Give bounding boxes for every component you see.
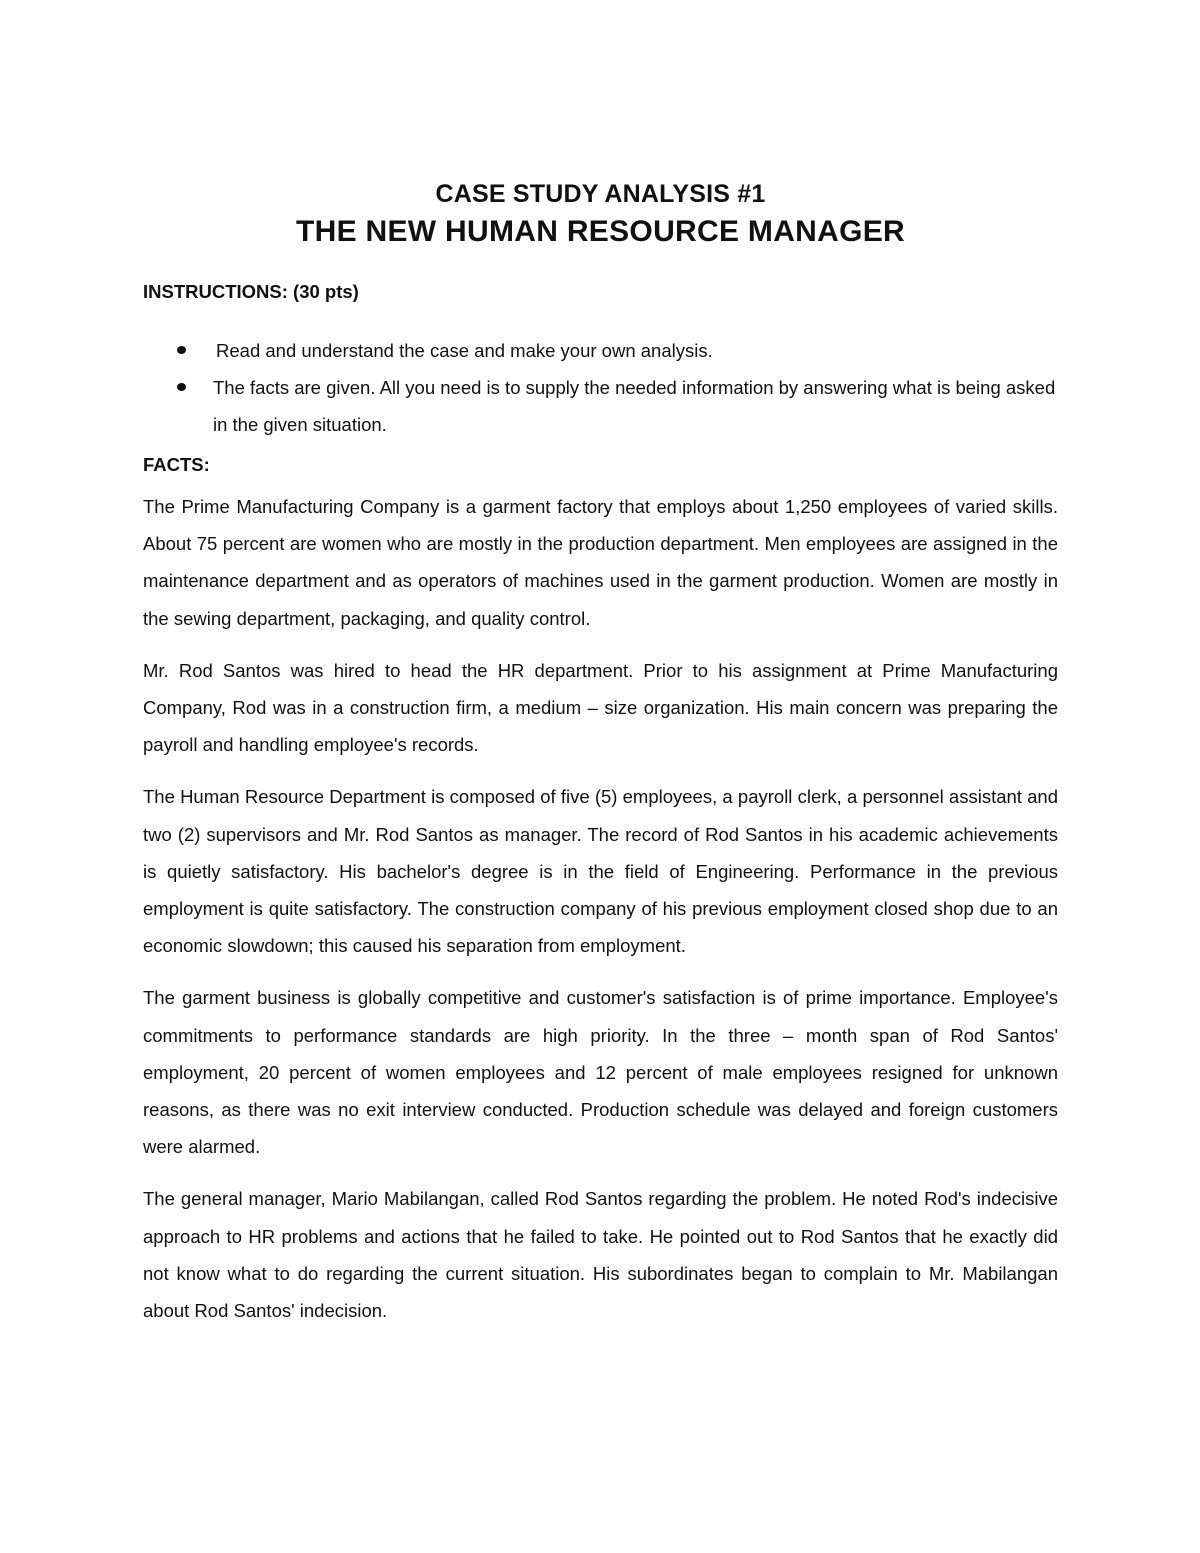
- list-item: [143, 369, 1058, 443]
- facts-paragraph: The Prime Manufacturing Company is a garment factory that employs about 1,250 employees of varied skills. About 75 percent are women who are mostly in the production department. Men employees are assigned in the maintenance department and as operators of machines used in the garment production. Women are mostly in the sewing department, packaging, and quality control.: [143, 496, 1058, 629]
- bullet-icon: [177, 346, 186, 354]
- document-page: [143, 178, 1058, 1344]
- instructions-heading: INSTRUCTIONS: (30 pts): [143, 281, 359, 302]
- facts-paragraph: The general manager, Mario Mabilangan, called Rod Santos regarding the problem. He noted Rod's indecisive approach to HR problems and actions that he failed to take. He pointed out to Rod Santos that he exactly did not know what to do regarding the current situation. His subordinates began to complain to Mr. Mabilangan about Rod Santos' indecision.: [143, 1188, 1058, 1322]
- instruction-text: Read and understand the case and make your own analysis.: [216, 340, 713, 361]
- facts-paragraph: The garment business is globally competitive and customer's satisfaction is of prime importance. Employee's commitments to performance standards are high priority. In the three – month span of Rod Santos' employment, 20 percent of women employees and 12 percent of male employees resigned for unknown reasons, as there was no exit interview conducted. Production schedule was delayed and foreign customers were alarmed.: [143, 987, 1058, 1158]
- instructions-list: [143, 332, 1058, 443]
- bullet-icon: [177, 383, 186, 391]
- list-item: [143, 332, 1058, 369]
- document-title: CASE STUDY ANALYSIS #1: [435, 180, 766, 208]
- facts-paragraph: Mr. Rod Santos was hired to head the HR department. Prior to his assignment at Prime Manufacturing Company, Rod was in a construction firm, a medium – size organization. His main concern was preparing the payroll and handling employee's records.: [143, 659, 1058, 756]
- instruction-text: The facts are given. All you need is to supply the needed information by answering what is being asked in the given situation.: [213, 377, 1056, 435]
- facts-heading: FACTS:: [143, 454, 210, 475]
- facts-paragraph: The Human Resource Department is composed of five (5) employees, a payroll clerk, a personnel assistant and two (2) supervisors and Mr. Rod Santos as manager. The record of Rod Santos in his academic achievements is quietly satisfactory. His bachelor's degree is in the field of Engineering. Performance in the previous employment is quite satisfactory. The construction company of his previous employment closed shop due to an economic slowdown; this caused his separation from employment.: [143, 786, 1058, 957]
- document-subtitle: THE NEW HUMAN RESOURCE MANAGER: [296, 215, 905, 248]
